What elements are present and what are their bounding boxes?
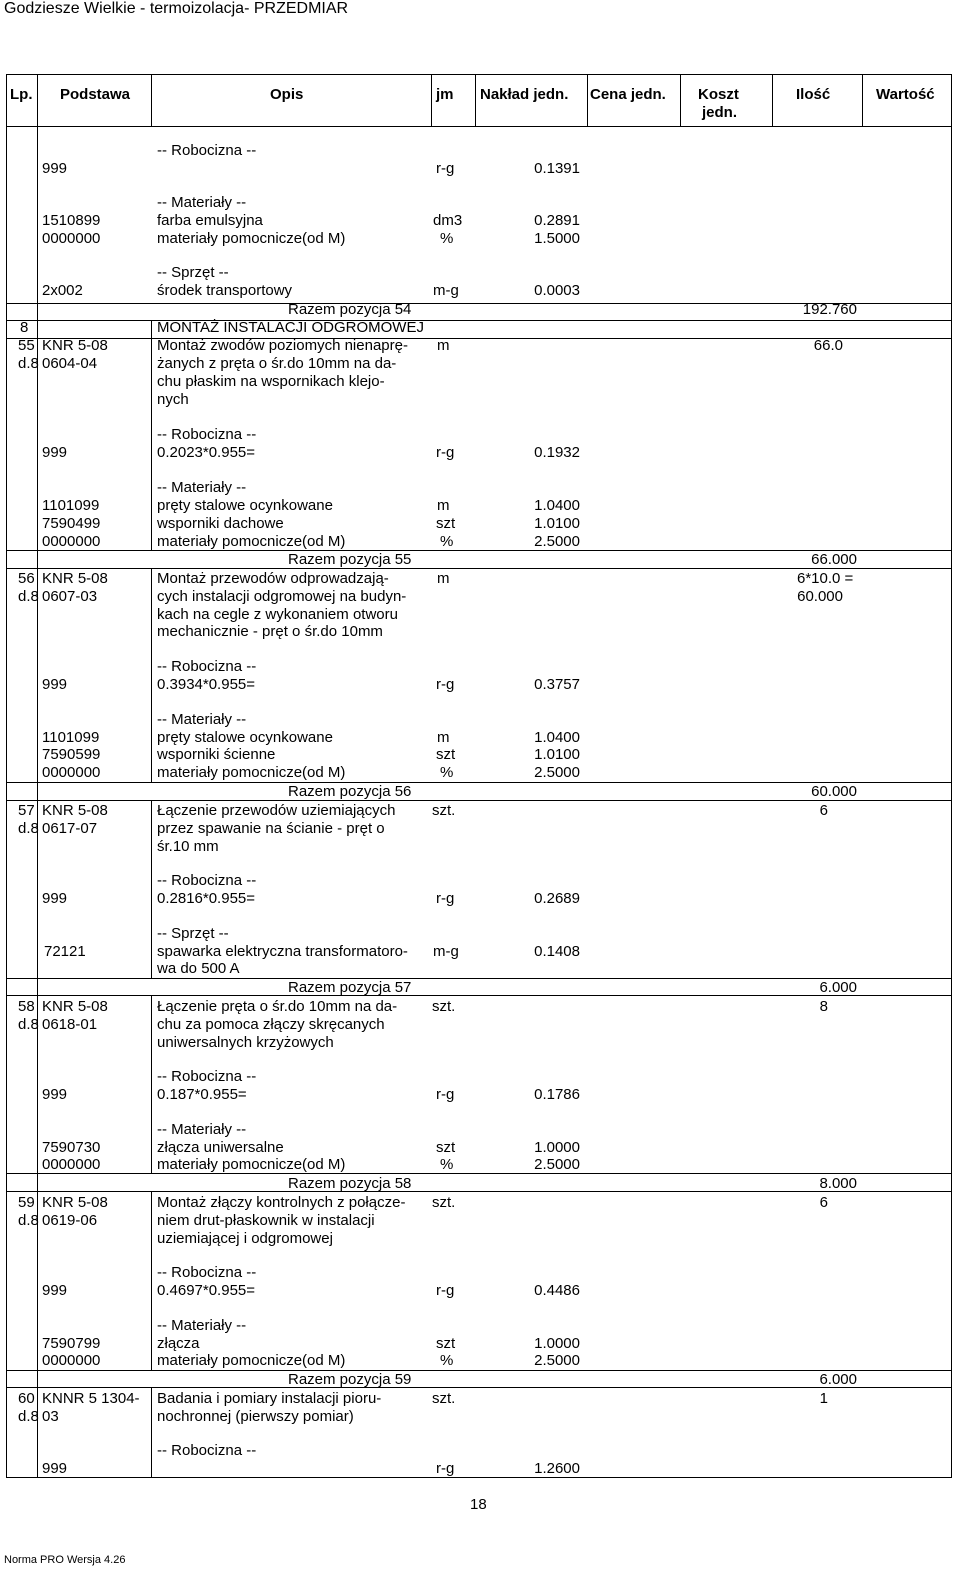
- position-quantity: 6: [819, 1194, 828, 1211]
- labour-norm: 0.4486: [534, 1282, 580, 1299]
- header-ilosc: Ilość: [796, 86, 831, 103]
- material-code: 0000000: [42, 533, 101, 550]
- position-chapter: d.8: [18, 1212, 39, 1229]
- material-unit: szt: [436, 746, 456, 763]
- labour-norm: 0.2689: [534, 890, 580, 907]
- labour-unit: r-g: [436, 1086, 455, 1103]
- material-norm: 2.5000: [534, 764, 580, 781]
- labour-header: -- Robocizna --: [157, 142, 257, 159]
- position-basis: KNR 5-08: [42, 802, 108, 819]
- labour-unit: r-g: [436, 1460, 455, 1477]
- position-unit: szt.: [432, 1390, 456, 1407]
- position-description: uniwersalnych krzyżowych: [157, 1034, 334, 1051]
- position-total-value: 60.000: [811, 783, 857, 800]
- column-divider: [151, 1191, 152, 1370]
- labour-unit: r-g: [436, 676, 455, 693]
- header-wartosc: Wartość: [876, 86, 935, 103]
- labour-header: -- Robocizna --: [157, 1442, 257, 1459]
- column-divider: [151, 800, 152, 978]
- labour-unit: r-g: [436, 444, 455, 461]
- material-unit: m: [437, 729, 450, 746]
- labour-norm: 0.1932: [534, 444, 580, 461]
- material-unit: m: [437, 497, 450, 514]
- labour-norm: 0.1786: [534, 1086, 580, 1103]
- material-unit: szt: [436, 1139, 456, 1156]
- column-divider: [151, 568, 152, 782]
- position-basis: KNNR 5 1304-: [42, 1390, 140, 1407]
- material-unit: %: [440, 764, 454, 781]
- position-description: Łączenie pręta o śr.do 10mm na da-: [157, 998, 398, 1015]
- position-total-label: Razem pozycja 54: [288, 301, 412, 318]
- header-koszt-unit: jedn.: [702, 104, 738, 121]
- material-unit: szt: [436, 515, 456, 532]
- header-podstawa: Podstawa: [60, 86, 131, 103]
- material-norm: 2.5000: [534, 1352, 580, 1369]
- material-name: materiały pomocnicze(od M): [157, 533, 346, 550]
- labour-unit: r-g: [436, 890, 455, 907]
- labour-code: 999: [42, 1460, 68, 1477]
- material-norm: 2.5000: [534, 1156, 580, 1173]
- position-description: Montaż przewodów odprowadzają-: [157, 570, 389, 587]
- position-unit: szt.: [432, 802, 456, 819]
- materials-header: -- Materiały --: [157, 479, 247, 496]
- material-code: 0000000: [42, 764, 101, 781]
- material-norm: 1.0400: [534, 497, 580, 514]
- position-description: Montaż zwodów poziomych nienaprę-: [157, 337, 408, 354]
- column-divider: [151, 338, 152, 550]
- labour-header: -- Robocizna --: [157, 872, 257, 889]
- position-description: nych: [157, 391, 189, 408]
- position-quantity-formula: 6*10.0 =: [797, 570, 854, 587]
- material-name: pręty stalowe ocynkowane: [157, 729, 333, 746]
- equipment-name: wa do 500 A: [157, 960, 240, 977]
- labour-unit: r-g: [436, 1282, 455, 1299]
- material-name: farba emulsyjna: [157, 212, 263, 229]
- labour-code: 999: [42, 676, 68, 693]
- position-quantity: 60.000: [797, 588, 843, 605]
- position-total-label: Razem pozycja 58: [288, 1175, 412, 1192]
- material-code: 7590599: [42, 746, 101, 763]
- material-code: 1101099: [42, 497, 100, 514]
- labour-norm: 0.3757: [534, 676, 580, 693]
- position-total-label: Razem pozycja 59: [288, 1371, 412, 1388]
- position-unit: m: [437, 337, 450, 354]
- header-opis: Opis: [270, 86, 304, 103]
- material-name: materiały pomocnicze(od M): [157, 1156, 346, 1173]
- document-title: Godziesze Wielkie - termoizolacja- PRZEDMIAR: [4, 0, 349, 17]
- materials-header: -- Materiały --: [157, 1121, 247, 1138]
- labour-expression: 0.3934*0.955=: [157, 676, 256, 693]
- position-quantity: 6: [819, 802, 828, 819]
- position-basis-code: 0604-04: [42, 355, 98, 372]
- labour-code: 999: [42, 1282, 68, 1299]
- position-description: chu płaskim na wspornikach klejo-: [157, 373, 385, 390]
- position-basis-code: 0607-03: [42, 588, 98, 605]
- position-description: chu za pomoca złączy skręcanych: [157, 1016, 385, 1033]
- section-title: MONTAŻ INSTALACJI ODGROMOWEJ: [157, 319, 424, 336]
- page-number: 18: [470, 1496, 487, 1513]
- header-lp: Lp.: [10, 86, 33, 103]
- labour-norm: 1.2600: [534, 1460, 580, 1477]
- material-code: 7590730: [42, 1139, 101, 1156]
- row-separator: [7, 320, 951, 321]
- position-basis: KNR 5-08: [42, 570, 108, 587]
- position-total-value: 192.760: [802, 301, 857, 318]
- position-description: przez spawanie na ścianie - pręt o: [157, 820, 385, 837]
- material-norm: 1.0400: [534, 729, 580, 746]
- labour-code: 999: [42, 444, 68, 461]
- labour-code: 999: [42, 890, 68, 907]
- material-norm: 1.5000: [534, 230, 580, 247]
- position-basis-code: 0619-06: [42, 1212, 98, 1229]
- material-name: materiały pomocnicze(od M): [157, 764, 346, 781]
- labour-header: -- Robocizna --: [157, 658, 257, 675]
- position-number: 58: [18, 998, 35, 1015]
- position-basis-code: 0617-07: [42, 820, 98, 837]
- section-number: 8: [20, 319, 29, 336]
- material-name: pręty stalowe ocynkowane: [157, 497, 333, 514]
- position-quantity: 1: [819, 1390, 828, 1407]
- cost-table: [6, 74, 952, 1478]
- equipment-code: 2x002: [42, 282, 83, 299]
- material-norm: 1.0000: [534, 1335, 580, 1352]
- material-code: 7590799: [42, 1335, 101, 1352]
- position-chapter: d.8: [18, 1016, 39, 1033]
- equipment-norm: 0.1408: [534, 943, 580, 960]
- column-divider: [587, 75, 588, 126]
- material-name: wsporniki dachowe: [157, 515, 284, 532]
- position-description: mechanicznie - pręt o śr.do 10mm: [157, 623, 383, 640]
- material-name: wsporniki ścienne: [157, 746, 276, 763]
- column-divider: [151, 1387, 152, 1478]
- position-description: niem drut-płaskownik w instalacji: [157, 1212, 375, 1229]
- column-divider: [151, 995, 152, 1173]
- column-divider: [37, 75, 38, 1478]
- material-code: 1510899: [42, 212, 101, 229]
- position-description: cych instalacji odgromowej na budyn-: [157, 588, 407, 605]
- row-separator: [7, 1173, 951, 1174]
- equipment-norm: 0.0003: [534, 282, 580, 299]
- position-total-label: Razem pozycja 56: [288, 783, 412, 800]
- position-basis-code: 0618-01: [42, 1016, 98, 1033]
- labour-unit: r-g: [436, 160, 455, 177]
- position-total-label: Razem pozycja 57: [288, 979, 412, 996]
- position-quantity: 8: [819, 998, 828, 1015]
- material-unit: %: [440, 533, 454, 550]
- position-description: nochronnej (pierwszy pomiar): [157, 1408, 354, 1425]
- labour-header: -- Robocizna --: [157, 1068, 257, 1085]
- position-description: żanych z pręta o śr.do 10mm na da-: [157, 355, 397, 372]
- material-norm: 1.0100: [534, 746, 580, 763]
- header-naklad: Nakład jedn.: [480, 86, 569, 103]
- column-divider: [475, 75, 476, 126]
- position-description: śr.10 mm: [157, 838, 219, 855]
- position-unit: szt.: [432, 998, 456, 1015]
- labour-expression: 0.2816*0.955=: [157, 890, 256, 907]
- position-description: uziemiającej i odgromowej: [157, 1230, 333, 1247]
- labour-expression: 0.187*0.955=: [157, 1086, 247, 1103]
- equipment-header: -- Sprzęt --: [157, 264, 229, 281]
- position-description: Łączenie przewodów uziemiających: [157, 802, 396, 819]
- header-koszt: Koszt: [698, 86, 739, 103]
- material-unit: dm3: [433, 212, 463, 229]
- position-chapter: d.8: [18, 820, 39, 837]
- materials-header: -- Materiały --: [157, 1317, 247, 1334]
- material-unit: %: [440, 1156, 454, 1173]
- equipment-unit: m-g: [433, 282, 459, 299]
- material-name: materiały pomocnicze(od M): [157, 1352, 346, 1369]
- material-norm: 1.0000: [534, 1139, 580, 1156]
- position-total-value: 6.000: [819, 1371, 857, 1388]
- header-jm: jm: [436, 86, 454, 103]
- material-name: materiały pomocnicze(od M): [157, 230, 346, 247]
- equipment-code: 72121: [44, 943, 86, 960]
- position-quantity: 66.0: [813, 337, 843, 354]
- column-divider: [151, 75, 152, 126]
- materials-header: -- Materiały --: [157, 194, 247, 211]
- material-name: złącza: [157, 1335, 200, 1352]
- position-description: Montaż złączy kontrolnych z połącze-: [157, 1194, 406, 1211]
- material-norm: 0.2891: [534, 212, 580, 229]
- material-unit: %: [440, 230, 454, 247]
- position-unit: m: [437, 570, 450, 587]
- position-basis: KNR 5-08: [42, 1194, 108, 1211]
- position-total-value: 66.000: [811, 551, 857, 568]
- position-description: Badania i pomiary instalacji pioru-: [157, 1390, 382, 1407]
- position-description: kach na cegle z wykonaniem otworu: [157, 606, 398, 623]
- equipment-name: środek transportowy: [157, 282, 293, 299]
- equipment-unit: m-g: [433, 943, 459, 960]
- position-chapter: d.8: [18, 355, 39, 372]
- position-total-value: 6.000: [819, 979, 857, 996]
- material-norm: 1.0100: [534, 515, 580, 532]
- labour-expression: 0.4697*0.955=: [157, 1282, 256, 1299]
- materials-header: -- Materiały --: [157, 711, 247, 728]
- position-basis: KNR 5-08: [42, 998, 108, 1015]
- labour-code: 999: [42, 160, 68, 177]
- material-code: 7590499: [42, 515, 101, 532]
- column-divider: [680, 75, 681, 126]
- labour-norm: 0.1391: [534, 160, 580, 177]
- position-total-label: Razem pozycja 55: [288, 551, 412, 568]
- labour-header: -- Robocizna --: [157, 426, 257, 443]
- position-basis: KNR 5-08: [42, 337, 108, 354]
- material-name: złącza uniwersalne: [157, 1139, 284, 1156]
- material-code: 0000000: [42, 230, 101, 247]
- material-code: 0000000: [42, 1352, 101, 1369]
- position-number: 56: [18, 570, 35, 587]
- material-code: 0000000: [42, 1156, 101, 1173]
- position-number: 59: [18, 1194, 35, 1211]
- header-separator: [7, 126, 951, 127]
- material-unit: %: [440, 1352, 454, 1369]
- position-chapter: d.8: [18, 588, 39, 605]
- column-divider: [151, 320, 152, 338]
- position-basis-code: 03: [42, 1408, 59, 1425]
- material-norm: 2.5000: [534, 533, 580, 550]
- labour-header: -- Robocizna --: [157, 1264, 257, 1281]
- header-cena: Cena jedn.: [590, 86, 666, 103]
- position-number: 55: [18, 337, 35, 354]
- labour-code: 999: [42, 1086, 68, 1103]
- position-number: 57: [18, 802, 35, 819]
- software-footer: Norma PRO Wersja 4.26: [4, 1554, 126, 1566]
- equipment-name: spawarka elektryczna transformatoro-: [157, 943, 408, 960]
- column-divider: [431, 75, 432, 126]
- position-number: 60: [18, 1390, 35, 1407]
- column-divider: [862, 75, 863, 126]
- position-unit: szt.: [432, 1194, 456, 1211]
- material-unit: szt: [436, 1335, 456, 1352]
- material-code: 1101099: [42, 729, 100, 746]
- equipment-header: -- Sprzęt --: [157, 925, 229, 942]
- position-chapter: d.8: [18, 1408, 39, 1425]
- column-divider: [772, 75, 773, 126]
- position-total-value: 8.000: [819, 1175, 857, 1192]
- labour-expression: 0.2023*0.955=: [157, 444, 256, 461]
